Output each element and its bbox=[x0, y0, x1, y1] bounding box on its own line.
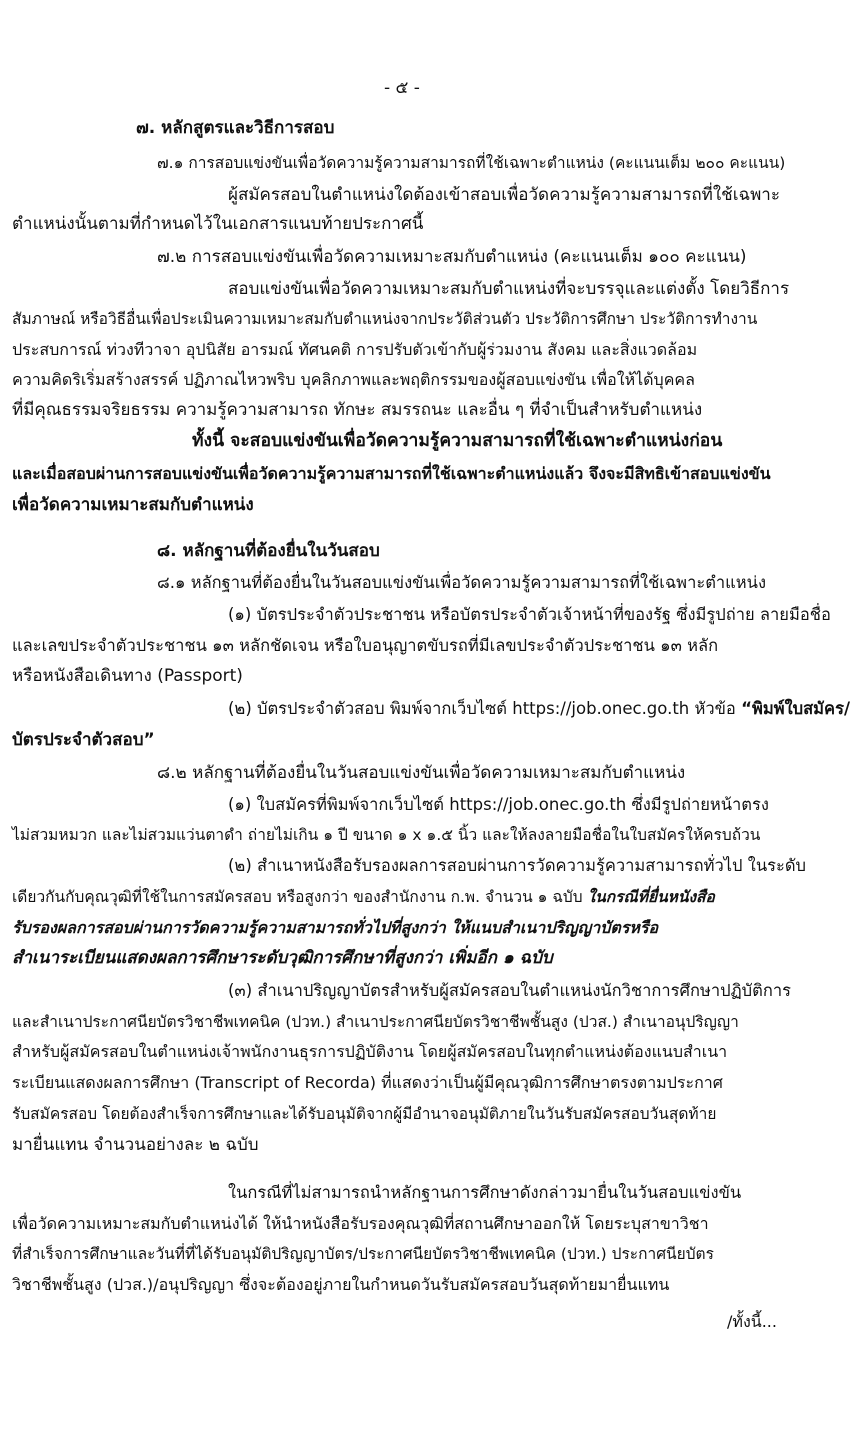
paragraph-line: ประสบการณ์ ท่วงทีวาจา อุปนิสัย อารมณ์ ทัศนคติ การปรับตัวเข้ากับผู้ร่วมงาน สังคม และสิ่งแวดล้อม bbox=[12, 340, 698, 359]
paragraph-line: (๒) สำเนาหนังสือรับรองผลการสอบผ่านการวัดความรู้ความสามารถทั่วไป ในระดับ bbox=[228, 856, 807, 875]
paragraph-line: มายื่นแทน จำนวนอย่างละ ๒ ฉบับ bbox=[12, 1135, 259, 1155]
paragraph-line: (๑) บัตรประจำตัวประชาชน หรือบัตรประจำตัวเจ้าหน้าที่ของรัฐ ซึ่งมีรูปถ่าย ลายมือชื่อ bbox=[228, 605, 831, 624]
paragraph-line: สอบแข่งขันเพื่อวัดความเหมาะสมกับตำแหน่งที่จะบรรจุและแต่งตั้ง โดยวิธีการ bbox=[228, 279, 790, 299]
paragraph-line: (๑) ใบสมัครที่พิมพ์จากเว็บไซต์ https://job.onec.go.th ซึ่งมีรูปถ่ายหน้าตรง bbox=[228, 795, 769, 814]
continuation-marker: /ทั้งนี้... bbox=[727, 1312, 777, 1331]
paragraph-line: สัมภาษณ์ หรือวิธีอื่นเพื่อประเมินความเหมาะสมกับตำแหน่งจากประวัติส่วนตัว ประวัติการศึกษา ประวัติการทำงาน bbox=[12, 310, 758, 328]
paragraph-line: และเลขประจำตัวประชาชน ๑๓ หลักชัดเจน หรือใบอนุญาตขับรถที่มีเลขประจำตัวประชาชน ๑๓ หลัก bbox=[12, 636, 719, 655]
page-number: - ๕ - bbox=[384, 78, 420, 98]
paragraph-line: ความคิดริเริ่มสร้างสรรค์ ปฏิภาณไหวพริบ บุคลิกภาพและพฤติกรรมของผู้สอบแข่งขัน เพื่อให้ได้บุคคล bbox=[12, 370, 695, 389]
paragraph-line: ไม่สวมหมวก และไม่สวมแว่นตาดำ ถ่ายไม่เกิน ๑ ปี ขนาด ๑ x ๑.๕ นิ้ว และให้ลงลายมือชื่อในใบสมัครให้ครบถ้วน bbox=[12, 826, 761, 844]
line-emphasis: ในกรณีที่ยื่นหนังสือ bbox=[587, 888, 715, 906]
paragraph-line: รับรองผลการสอบผ่านการวัดความรู้ความสามารถทั่วไปที่สูงกว่า ให้แนบสำเนาปริญญาบัตรหรือ bbox=[12, 918, 659, 937]
section-8-heading: ๘. หลักฐานที่ต้องยื่นในวันสอบ bbox=[157, 541, 380, 561]
paragraph-line: หรือหนังสือเดินทาง (Passport) bbox=[12, 666, 243, 686]
paragraph-line: ที่มีคุณธรรมจริยธรรม ความรู้ความสามารถ ทักษะ สมรรถนะ และอื่น ๆ ที่จำเป็นสำหรับตำแหน่ง bbox=[12, 400, 703, 420]
paragraph-line: ๗.๑ การสอบแข่งขันเพื่อวัดความรู้ความสามารถที่ใช้เฉพาะตำแหน่ง (คะแนนเต็ม ๒๐๐ คะแนน) bbox=[157, 154, 786, 172]
section-7-heading: ๗. หลักสูตรและวิธีการสอบ bbox=[136, 118, 335, 138]
paragraph-line: เพื่อวัดความเหมาะสมกับตำแหน่งได้ ให้นำหนังสือรับรองคุณวุฒิที่สถานศึกษาออกให้ โดยระบุสาขาวิชา bbox=[12, 1214, 709, 1233]
paragraph-line: ผู้สมัครสอบในตำแหน่งใดต้องเข้าสอบเพื่อวัดความรู้ความสามารถที่ใช้เฉพาะ bbox=[228, 185, 780, 205]
paragraph-line: ๘.๒ หลักฐานที่ต้องยื่นในวันสอบแข่งขันเพื่อวัดความเหมาะสมกับตำแหน่ง bbox=[157, 763, 686, 783]
paragraph-line: ที่สำเร็จการศึกษาและวันที่ที่ได้รับอนุมัติปริญญาบัตร/ประกาศนียบัตรวิชาชีพเทคนิค (ปวท.) ประกาศนียบัตร bbox=[12, 1245, 714, 1263]
line-emphasis: “พิมพ์ใบสมัคร/ bbox=[741, 699, 850, 718]
paragraph-line: ในกรณีที่ไม่สามารถนำหลักฐานการศึกษาดังกล่าวมายื่นในวันสอบแข่งขัน bbox=[228, 1183, 742, 1202]
paragraph-line bbox=[12, 887, 715, 907]
paragraph-line: ทั้งนี้ จะสอบแข่งขันเพื่อวัดความรู้ความสามารถที่ใช้เฉพาะตำแหน่งก่อน bbox=[192, 431, 723, 451]
paragraph-line: วิชาชีพชั้นสูง (ปวส.)/อนุปริญญา ซึ่งจะต้องอยู่ภายในกำหนดวันรับสมัครสอบวันสุดท้ายมายื่นแทน bbox=[12, 1275, 670, 1294]
paragraph-line: และสำเนาประกาศนียบัตรวิชาชีพเทคนิค (ปวท.) สำเนาประกาศนียบัตรวิชาชีพชั้นสูง (ปวส.) สำเนาอนุปริญญา bbox=[12, 1013, 739, 1031]
paragraph-line: รับสมัครสอบ โดยต้องสำเร็จการศึกษาและได้รับอนุมัติจากผู้มีอำนาจอนุมัติภายในวันรับสมัครสอบวันสุดท้าย bbox=[12, 1105, 717, 1123]
paragraph-line: ระเบียนแสดงผลการศึกษา (Transcript of Recorda) ที่แสดงว่าเป็นผู้มีคุณวุฒิการศึกษาตรงตามประกาศ bbox=[12, 1073, 723, 1092]
paragraph-line: ตำแหน่งนั้นตามที่กำหนดไว้ในเอกสารแนบท้ายประกาศนี้ bbox=[12, 214, 424, 234]
paragraph-line bbox=[228, 699, 850, 719]
paragraph-line: สำเนาระเบียนแสดงผลการศึกษาระดับวุฒิการศึกษาที่สูงกว่า เพิ่มอีก ๑ ฉบับ bbox=[12, 948, 553, 968]
paragraph-line: ๗.๒ การสอบแข่งขันเพื่อวัดความเหมาะสมกับตำแหน่ง (คะแนนเต็ม ๑๐๐ คะแนน) bbox=[157, 247, 747, 267]
paragraph-line: ๘.๑ หลักฐานที่ต้องยื่นในวันสอบแข่งขันเพื่อวัดความรู้ความสามารถที่ใช้เฉพาะตำแหน่ง bbox=[157, 573, 767, 592]
paragraph-line: (๓) สำเนาปริญญาบัตรสำหรับผู้สมัครสอบในตำแหน่งนักวิชาการศึกษาปฏิบัติการ bbox=[228, 981, 791, 1000]
line-text: เดียวกันกับคุณวุฒิที่ใช้ในการสมัครสอบ หรือสูงกว่า ของสำนักงาน ก.พ. จำนวน ๑ ฉบับ bbox=[12, 888, 588, 906]
paragraph-line: บัตรประจำตัวสอบ” bbox=[12, 730, 155, 750]
paragraph-line: เพื่อวัดความเหมาะสมกับตำแหน่ง bbox=[12, 495, 254, 515]
line-text: (๒) บัตรประจำตัวสอบ พิมพ์จากเว็บไซต์ https://job.onec.go.th หัวข้อ bbox=[228, 699, 742, 718]
paragraph-line: สำหรับผู้สมัครสอบในตำแหน่งเจ้าพนักงานธุรการปฏิบัติงาน โดยผู้สมัครสอบในทุกตำแหน่งต้องแนบสำเนา bbox=[12, 1042, 728, 1061]
paragraph-line: และเมื่อสอบผ่านการสอบแข่งขันเพื่อวัดความรู้ความสามารถที่ใช้เฉพาะตำแหน่งแล้ว จึงจะมีสิทธิเข้าสอบแข่งขัน bbox=[12, 464, 771, 483]
